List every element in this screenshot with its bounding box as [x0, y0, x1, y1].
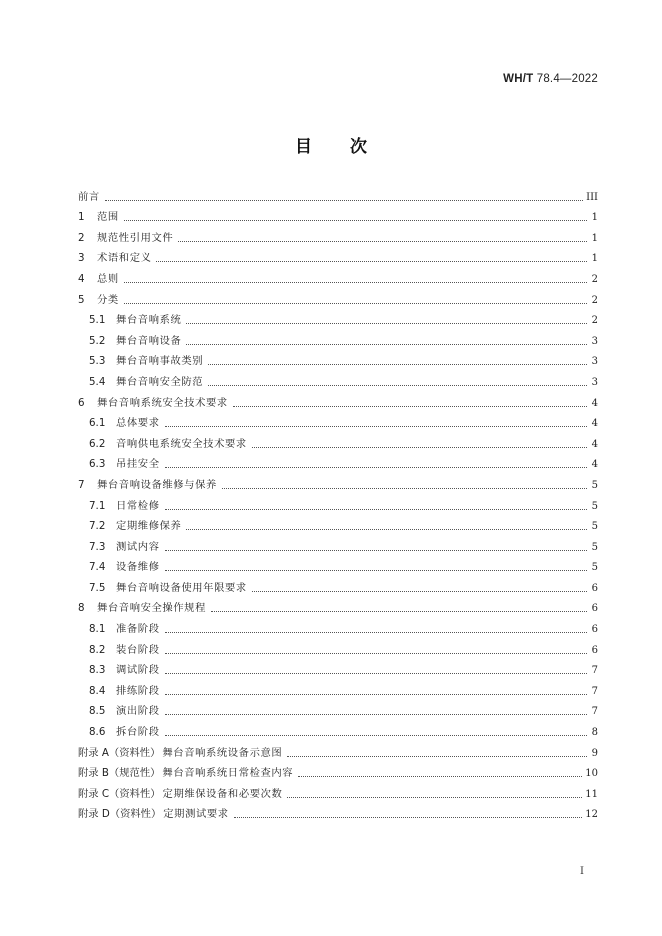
toc-leader-dots: [298, 775, 582, 777]
toc-entry-number: 8.4: [89, 684, 106, 697]
toc-entry[interactable]: [78, 533, 598, 554]
toc-entry-number: 附录 D（资料性）: [78, 808, 162, 821]
toc-entry-page: 4: [591, 438, 598, 450]
toc-entry-number: 1: [78, 211, 85, 224]
table-of-contents: [78, 183, 598, 821]
toc-leader-dots: [287, 755, 587, 757]
toc-entry-label: 前言: [78, 190, 100, 203]
toc-entry-number: 附录 C（资料性）: [78, 787, 161, 800]
toc-entry-page: 4: [591, 397, 598, 409]
toc-entry-label: 舞台音响系统: [116, 314, 182, 327]
toc-entry-number: 8.1: [89, 623, 106, 636]
toc-leader-dots: [287, 796, 582, 798]
toc-entry-label: 分类: [97, 293, 119, 306]
toc-entry[interactable]: [78, 389, 598, 410]
toc-entry-number: 8.3: [89, 664, 106, 677]
toc-entry-label: 拆台阶段: [116, 726, 160, 739]
toc-entry[interactable]: [78, 760, 598, 781]
toc-entry-page: 5: [591, 521, 598, 533]
toc-entry-label: 设备维修: [116, 561, 160, 574]
toc-entry-label: 总则: [97, 272, 119, 285]
toc-entry-label: 规范性引用文件: [97, 231, 174, 244]
toc-leader-dots: [165, 569, 587, 571]
toc-leader-dots: [211, 610, 587, 612]
toc-entry-page: 3: [591, 335, 598, 347]
toc-leader-dots: [124, 281, 587, 283]
toc-entry-page: 10: [585, 768, 598, 780]
toc-entry[interactable]: [78, 636, 598, 657]
toc-entry-label: 定期测试要求: [163, 808, 229, 821]
toc-entry-label: 测试内容: [116, 540, 160, 553]
toc-entry-label: 排练阶段: [116, 684, 160, 697]
toc-entry-label: 舞台音响系统日常检查内容: [162, 767, 294, 780]
page-number: I: [580, 866, 584, 877]
toc-entry[interactable]: [78, 348, 598, 369]
toc-entry-number: 5: [78, 293, 85, 306]
toc-entry-number: 7.1: [89, 499, 106, 512]
toc-entry-label: 舞台音响系统安全技术要求: [97, 396, 228, 409]
toc-entry-page: 12: [585, 809, 598, 821]
toc-entry-page: 4: [591, 459, 598, 471]
toc-entry-number: 5.1: [89, 314, 106, 327]
toc-leader-dots: [124, 302, 587, 304]
toc-entry[interactable]: [78, 224, 598, 245]
toc-entry[interactable]: [78, 286, 598, 307]
toc-entry[interactable]: [78, 183, 598, 204]
toc-entry[interactable]: [78, 574, 598, 595]
toc-entry-page: 6: [591, 644, 598, 656]
toc-entry[interactable]: [78, 677, 598, 698]
toc-entry-label: 演出阶段: [116, 705, 160, 718]
toc-entry-number: 7.5: [89, 581, 106, 594]
toc-entry-number: 附录 A（资料性）: [78, 746, 161, 759]
toc-entry-number: 6.1: [89, 417, 106, 430]
toc-entry-page: 7: [591, 706, 598, 718]
toc-leader-dots: [124, 219, 587, 221]
toc-leader-dots: [165, 652, 587, 654]
toc-leader-dots: [222, 487, 587, 489]
toc-entry-label: 准备阶段: [116, 623, 160, 636]
toc-entry[interactable]: [78, 471, 598, 492]
toc-entry-label: 舞台音响设备维修与保养: [97, 478, 217, 491]
toc-entry[interactable]: [78, 410, 598, 431]
toc-entry-label: 范围: [97, 211, 119, 224]
toc-entry[interactable]: [78, 451, 598, 472]
toc-entry[interactable]: [78, 739, 598, 760]
toc-entry-page: 11: [585, 788, 598, 800]
toc-leader-dots: [165, 549, 587, 551]
toc-leader-dots: [165, 466, 587, 468]
toc-entry[interactable]: [78, 698, 598, 719]
toc-entry[interactable]: [78, 513, 598, 534]
toc-leader-dots: [233, 405, 587, 407]
page-title: 目次: [295, 137, 405, 157]
toc-entry[interactable]: [78, 368, 598, 389]
toc-entry[interactable]: [78, 615, 598, 636]
toc-leader-dots: [186, 528, 587, 530]
toc-leader-dots: [165, 508, 587, 510]
toc-leader-dots: [186, 322, 587, 324]
toc-entry[interactable]: [78, 327, 598, 348]
toc-entry-label: 音响供电系统安全技术要求: [116, 437, 247, 450]
toc-entry-number: 3: [78, 252, 85, 265]
toc-leader-dots: [165, 713, 587, 715]
toc-entry-number: 6: [78, 396, 85, 409]
toc-leader-dots: [165, 425, 587, 427]
toc-entry[interactable]: [78, 245, 598, 266]
toc-entry[interactable]: [78, 554, 598, 575]
toc-entry-page: 6: [591, 603, 598, 615]
toc-leader-dots: [156, 260, 587, 262]
toc-leader-dots: [252, 446, 587, 448]
toc-entry-number: 5.2: [89, 334, 106, 347]
toc-entry-number: 5.3: [89, 355, 106, 368]
toc-entry-page: 6: [591, 582, 598, 594]
toc-entry-page: 7: [591, 665, 598, 677]
toc-entry-number: 5.4: [89, 375, 106, 388]
toc-entry[interactable]: [78, 801, 598, 822]
toc-entry-label: 吊挂安全: [116, 458, 160, 471]
toc-entry-label: 舞台音响设备使用年限要求: [116, 581, 247, 594]
toc-entry[interactable]: [78, 595, 598, 616]
toc-entry[interactable]: [78, 265, 598, 286]
toc-entry-page: 5: [591, 562, 598, 574]
toc-entry-page: 6: [591, 624, 598, 636]
toc-leader-dots: [165, 631, 587, 633]
toc-leader-dots: [186, 343, 587, 345]
toc-entry-page: 1: [591, 232, 598, 244]
toc-entry-page: III: [586, 191, 598, 203]
toc-entry-label: 舞台音响事故类别: [116, 355, 204, 368]
toc-entry-label: 装台阶段: [116, 643, 160, 656]
toc-entry-page: 2: [591, 315, 598, 327]
toc-entry-number: 6.3: [89, 458, 106, 471]
toc-entry-page: 4: [591, 418, 598, 430]
toc-entry-label: 总体要求: [116, 417, 160, 430]
toc-entry[interactable]: [78, 204, 598, 225]
toc-entry-page: 8: [591, 727, 598, 739]
toc-leader-dots: [165, 693, 587, 695]
toc-entry-label: 舞台音响安全操作规程: [97, 602, 206, 615]
toc-leader-dots: [234, 816, 583, 818]
toc-entry-label: 日常检修: [116, 499, 160, 512]
toc-entry-number: 附录 B（规范性）: [78, 767, 161, 780]
toc-entry-page: 2: [591, 273, 598, 285]
toc-entry-number: 8.2: [89, 643, 106, 656]
toc-leader-dots: [165, 672, 587, 674]
toc-entry-page: 1: [591, 212, 598, 224]
toc-entry[interactable]: [78, 492, 598, 513]
toc-entry-label: 舞台音响设备: [116, 334, 182, 347]
toc-entry-number: 8.6: [89, 726, 106, 739]
toc-entry-page: 3: [591, 356, 598, 368]
toc-entry-label: 舞台音响安全防范: [116, 375, 204, 388]
toc-entry-number: 4: [78, 272, 85, 285]
toc-entry-page: 9: [591, 747, 598, 759]
toc-entry-number: 2: [78, 231, 85, 244]
toc-leader-dots: [178, 240, 587, 242]
toc-entry-page: 5: [591, 479, 598, 491]
toc-entry-page: 5: [591, 500, 598, 512]
toc-leader-dots: [208, 363, 587, 365]
toc-leader-dots: [105, 199, 583, 201]
toc-entry-page: 2: [591, 294, 598, 306]
toc-entry[interactable]: [78, 430, 598, 451]
toc-entry[interactable]: [78, 657, 598, 678]
toc-entry-label: 定期维保设备和必要次数: [162, 787, 283, 800]
toc-entry-number: 7.4: [89, 561, 106, 574]
toc-entry[interactable]: [78, 718, 598, 739]
toc-entry-number: 8: [78, 602, 85, 615]
toc-entry-number: 8.5: [89, 705, 106, 718]
standard-prefix: WH/T: [503, 73, 534, 85]
toc-entry-page: 3: [591, 376, 598, 388]
toc-entry-page: 7: [591, 685, 598, 697]
standard-number: 78.4—2022: [536, 73, 598, 85]
document-code: [503, 73, 598, 85]
toc-entry-number: 7: [78, 478, 85, 491]
toc-entry-number: 6.2: [89, 437, 106, 450]
toc-entry-label: 定期维修保养: [116, 520, 182, 533]
toc-entry-number: 7.2: [89, 520, 106, 533]
toc-leader-dots: [208, 384, 587, 386]
toc-entry[interactable]: [78, 780, 598, 801]
toc-entry-label: 舞台音响系统设备示意图: [162, 746, 283, 759]
toc-entry-label: 调试阶段: [116, 664, 160, 677]
toc-entry-number: 7.3: [89, 540, 106, 553]
toc-leader-dots: [165, 734, 587, 736]
toc-leader-dots: [252, 590, 587, 592]
toc-entry-page: 5: [591, 541, 598, 553]
toc-entry[interactable]: [78, 307, 598, 328]
toc-entry-page: 1: [591, 253, 598, 265]
toc-entry-label: 术语和定义: [97, 252, 152, 265]
